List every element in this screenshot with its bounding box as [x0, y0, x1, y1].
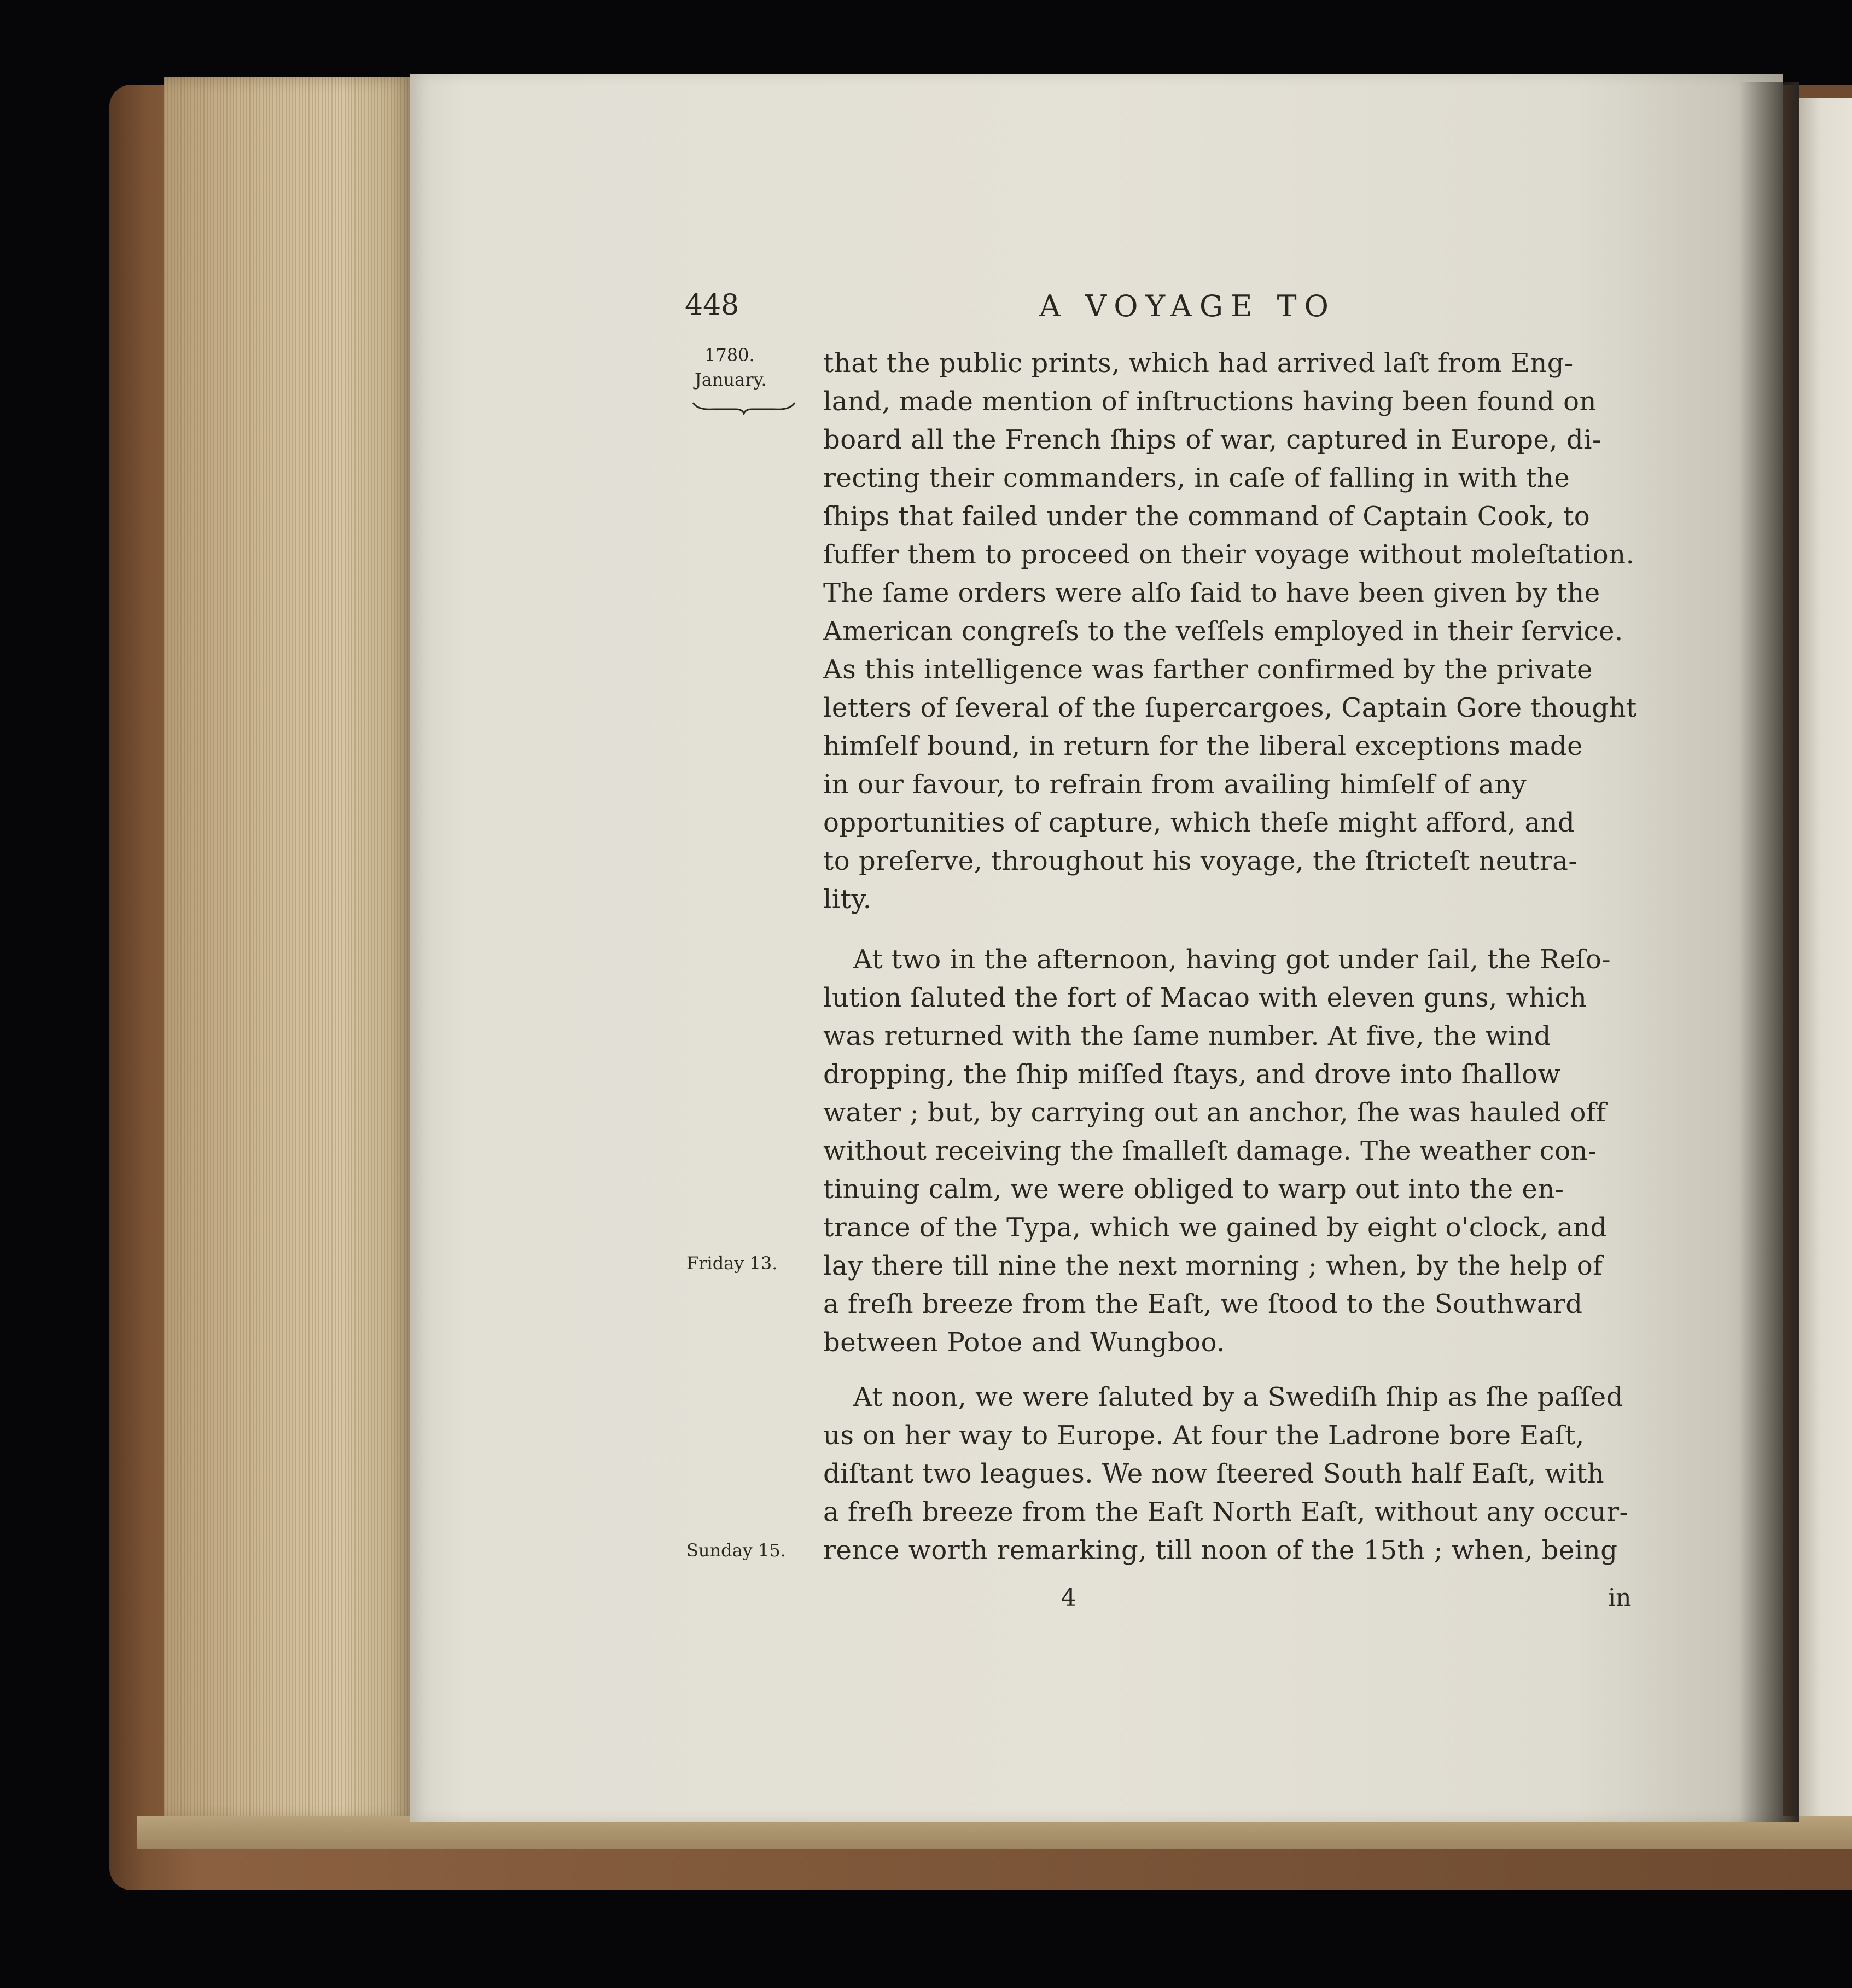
- gutter-shadow: [1739, 82, 1799, 1822]
- margin-sunday: Sunday 15.: [686, 1540, 786, 1561]
- body-line: himſelf bound, in return for the liberal exceptions made: [823, 731, 1583, 762]
- page-number: 448: [685, 289, 739, 322]
- facing-page-edge: [1799, 98, 1852, 1816]
- page-edges: [164, 77, 416, 1822]
- body-line: dropping, the ſhip miſſed ſtays, and drove into ſhallow: [823, 1059, 1561, 1090]
- body-line: was returned with the ſame number. At five, the wind: [823, 1021, 1551, 1051]
- body-line: At noon, we were ſaluted by a Swediſh ſhip as ſhe paſſed: [853, 1382, 1623, 1412]
- body-line: The ſame orders were alſo ſaid to have been given by the: [823, 578, 1600, 608]
- body-line: lay there till nine the next morning ; when, by the help of: [823, 1251, 1603, 1281]
- body-line: land, made mention of inſtructions having been found on: [823, 386, 1597, 417]
- body-line: a freſh breeze from the Eaſt, we ſtood to the Southward: [823, 1289, 1583, 1319]
- body-line: without receiving the ſmalleſt damage. The weather con-: [823, 1136, 1597, 1166]
- body-line: a freſh breeze from the Eaſt North Eaſt, without any occur-: [823, 1497, 1629, 1527]
- body-line: At two in the afternoon, having got under ſail, the Reſo-: [853, 944, 1611, 975]
- margin-month: January.: [695, 369, 767, 390]
- margin-year: 1780.: [704, 345, 755, 365]
- catchword: in: [1608, 1584, 1632, 1612]
- body-line: opportunities of capture, which theſe might afford, and: [823, 807, 1575, 838]
- body-line: that the public prints, which had arrived laſt from Eng-: [823, 348, 1574, 379]
- body-line: us on her way to Europe. At four the Ladrone bore Eaſt,: [823, 1420, 1585, 1451]
- body-line: tinuing calm, we were obliged to warp out into the en-: [823, 1174, 1564, 1205]
- body-line: trance of the Typa, which we gained by eight o'clock, and: [823, 1212, 1608, 1243]
- body-line: rence worth remarking, till noon of the 15th ; when, being: [823, 1535, 1618, 1566]
- body-line: water ; but, by carrying out an anchor, ſhe was hauled off: [823, 1097, 1606, 1128]
- margin-brace: [692, 398, 796, 415]
- body-line: letters of ſeveral of the ſupercargoes, Captain Gore thought: [823, 693, 1637, 723]
- body-line: ſuffer them to proceed on their voyage without moleſtation.: [823, 539, 1635, 570]
- body-line: to preſerve, throughout his voyage, the ſtricteſt neutra-: [823, 846, 1578, 876]
- body-line: board all the French ſhips of war, captured in Europe, di-: [823, 425, 1601, 455]
- body-line: lution ſaluted the fort of Macao with eleven guns, which: [823, 983, 1587, 1013]
- margin-friday: Friday 13.: [686, 1253, 778, 1274]
- body-line: ſhips that failed under the command of Captain Cook, to: [823, 501, 1591, 532]
- signature-mark: 4: [1061, 1584, 1076, 1612]
- body-line: between Potoe and Wungboo.: [823, 1327, 1225, 1358]
- body-line: recting their commanders, in caſe of falling in with the: [823, 463, 1570, 493]
- body-line: As this intelligence was farther confirmed by the private: [823, 654, 1593, 685]
- body-line: diſtant two leagues. We now ſteered South half Eaſt, with: [823, 1458, 1605, 1489]
- body-line: American congreſs to the veſſels employed in their ſervice.: [823, 616, 1623, 647]
- body-line: lity.: [823, 884, 872, 915]
- body-line: in our favour, to refrain from availing himſelf of any: [823, 769, 1527, 800]
- running-title: A VOYAGE TO: [1039, 289, 1336, 323]
